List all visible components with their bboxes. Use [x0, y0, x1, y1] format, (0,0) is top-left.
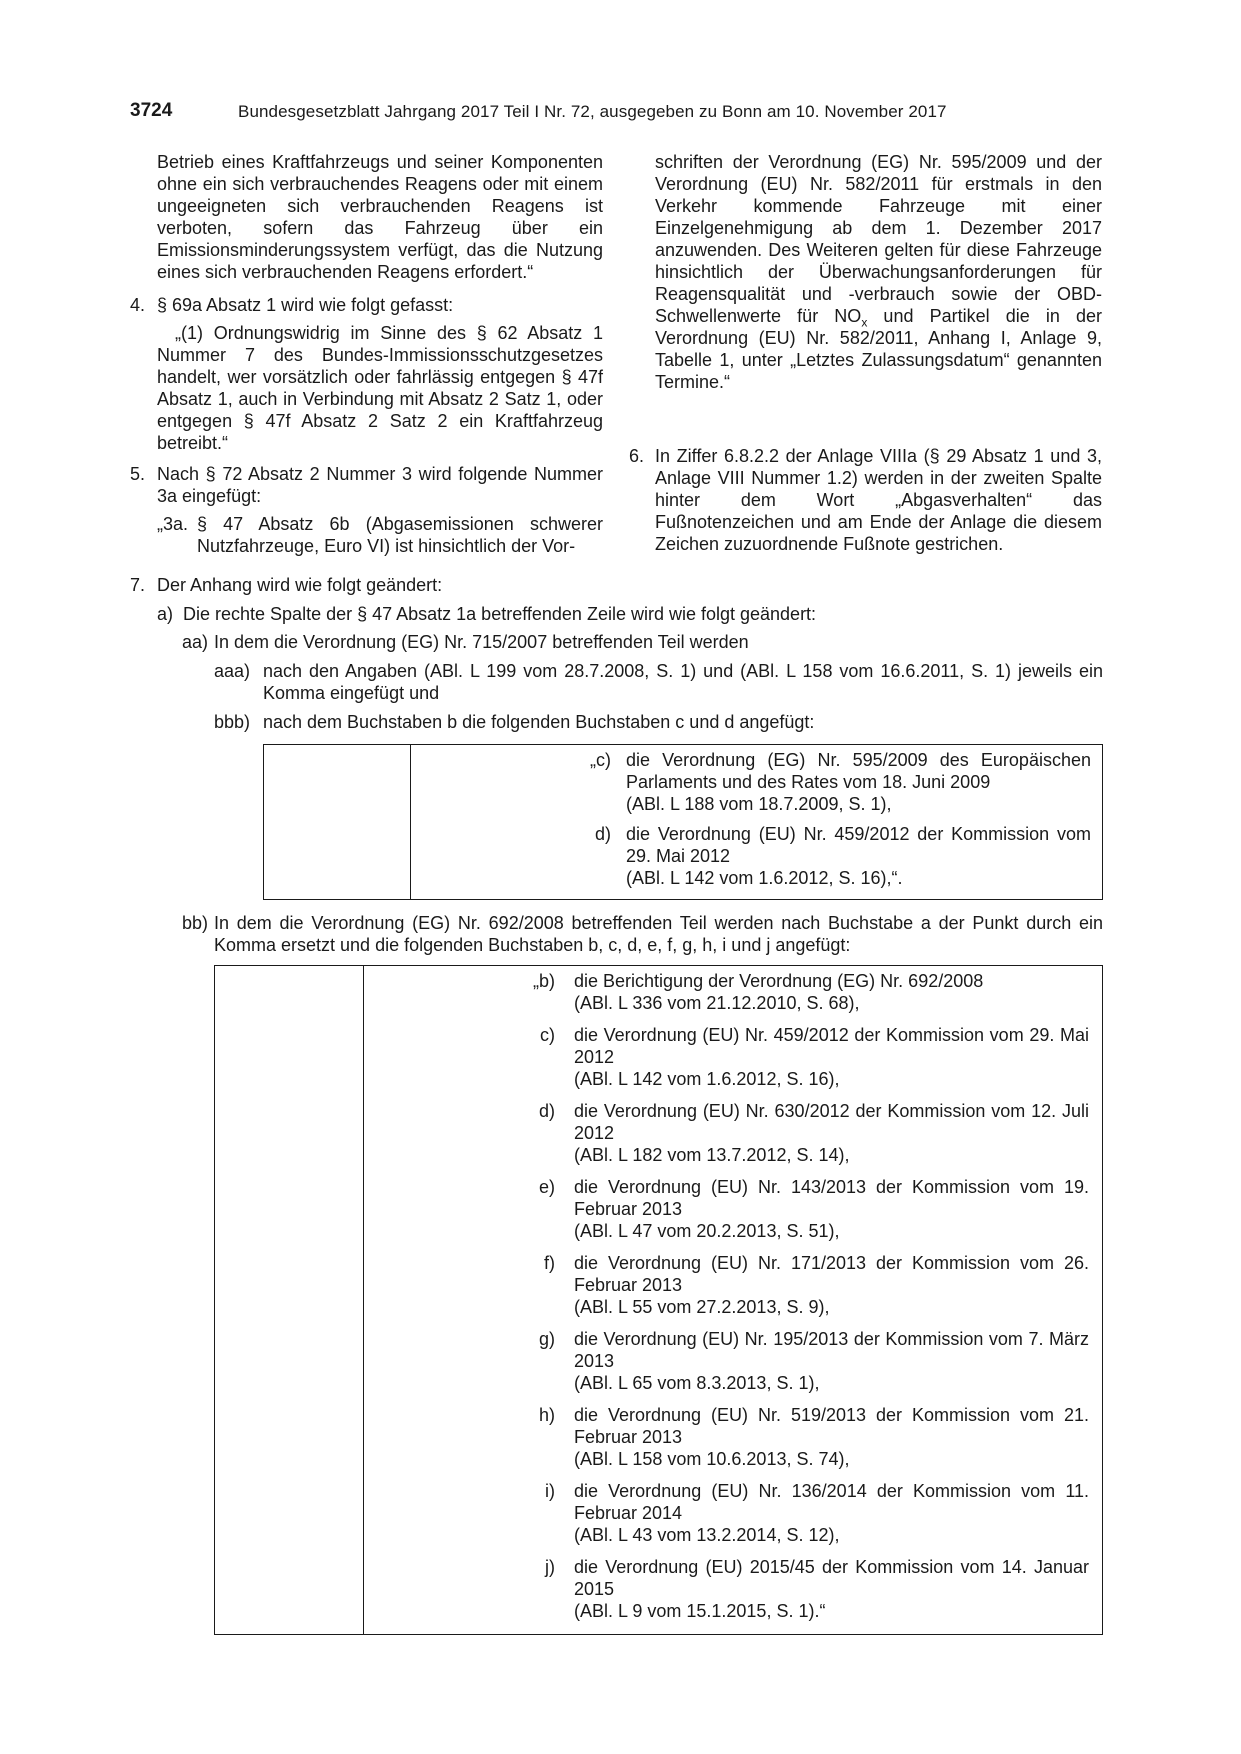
item-7aa-text: In dem die Verordnung (EG) Nr. 715/2007 betreffenden Teil werden: [214, 632, 749, 652]
item-7-number: 7.: [130, 575, 146, 595]
item-7bb-text: In dem die Verordnung (EG) Nr. 692/2008 betreffenden Teil werden nach Buchstabe a der Punkt durch ein Komma ersetzt und die folgenden Buchstaben b, c, d, e, f, g, h, i und j angefügt:: [214, 913, 1103, 955]
item-7aaa-text: nach den Angaben (ABl. L 199 vom 28.7.2008, S. 1) und (ABl. L 158 vom 16.6.2011, S. 1) jeweils ein Komma eingefügt und: [263, 661, 1103, 703]
table-entry: [364, 1404, 1094, 1470]
item-4-number: 4.: [130, 295, 146, 315]
entry-line: die Berichtigung der Verordnung (EG) Nr. 692/2008: [574, 971, 984, 991]
table-entry: [364, 1176, 1094, 1242]
entry-label: d): [538, 1101, 555, 1121]
item-4-quote: „(1) Ordnungswidrig im Sinne des § 62 Absatz 1 Nummer 7 des Bundes-Immissionsschutzgesetzes handelt, wer vorsätzlich oder fahrlässig entgegen § 47f Absatz 1, auch in Verbindung mit Absatz 2 Satz 1, oder entgegen § 47f Absatz 2 Satz 2 ein Kraftfahrzeug betreibt.“: [157, 323, 603, 453]
page-header-title: Bundesgesetzblatt Jahrgang 2017 Teil I Nr. 72, ausgegeben zu Bonn am 10. November 2017: [238, 102, 947, 121]
entry-line: (ABl. L 336 vom 21.12.2010, S. 68),: [574, 993, 860, 1013]
item-5-quote-label: „3a.: [157, 514, 189, 534]
table-entry: [364, 1252, 1094, 1318]
entry-label: d): [594, 824, 611, 844]
item-7aa-label: aa): [182, 632, 209, 652]
entry-label: c): [540, 1025, 555, 1045]
table-entry: [364, 1480, 1094, 1546]
item-5-number: 5.: [130, 464, 146, 484]
entry-line: die Verordnung (EG) Nr. 595/2009 des Europäischen Parlaments und des Rates vom 18. Juni 2009: [626, 750, 1091, 792]
right-cont-text-b: und Partikel die in der Verordnung (EU) Nr. 582/2011, Anhang I, Anlage 9, Tabelle 1, unter „Letztes Zulassungsdatum“ genannten Termine.“: [655, 306, 1102, 392]
item-7bb-label: bb): [182, 913, 209, 933]
entry-label: i): [545, 1481, 555, 1501]
table-entry: [364, 1100, 1094, 1166]
item-6-number: 6.: [629, 446, 645, 466]
table2-empty-col1: [215, 966, 364, 1635]
table-entry: [364, 1024, 1094, 1090]
table2-entries: [364, 966, 1102, 1634]
item-5-text: Nach § 72 Absatz 2 Nummer 3 wird folgende Nummer 3a eingefügt:: [157, 464, 603, 506]
table1-entries: [411, 745, 1102, 899]
entry-label: g): [538, 1329, 555, 1349]
entry-label: j): [545, 1557, 555, 1577]
table1-empty-col1: [264, 745, 411, 900]
page-number: 3724: [130, 100, 173, 121]
entry-line: die Verordnung (EU) Nr. 519/2013 der Kommission vom 21. Februar 2013: [574, 1405, 1089, 1447]
entry-line: die Verordnung (EU) Nr. 459/2012 der Kommission vom 29. Mai 2012: [574, 1025, 1089, 1067]
table-entry: [364, 1328, 1094, 1394]
entry-line: die Verordnung (EU) Nr. 630/2012 der Kommission vom 12. Juli 2012: [574, 1101, 1089, 1143]
item-7a-label: a): [157, 604, 174, 624]
entry-line: die Verordnung (EU) Nr. 171/2013 der Kommission vom 26. Februar 2013: [574, 1253, 1089, 1295]
entry-line: die Verordnung (EU) Nr. 143/2013 der Kommission vom 19. Februar 2013: [574, 1177, 1089, 1219]
entry-line: (ABl. L 47 vom 20.2.2013, S. 51),: [574, 1221, 840, 1241]
entry-line: die Verordnung (EU) Nr. 459/2012 der Kommission vom 29. Mai 2012: [626, 824, 1091, 866]
entry-label: f): [544, 1253, 555, 1273]
table2-content-cell: [364, 966, 1103, 1635]
entry-line: (ABl. L 142 vom 1.6.2012, S. 16),“.: [626, 868, 903, 888]
entry-line: (ABl. L 65 vom 8.3.2013, S. 1),: [574, 1373, 820, 1393]
entry-line: (ABl. L 9 vom 15.1.2015, S. 1).“: [574, 1601, 826, 1621]
entry-line: die Verordnung (EU) 2015/45 der Kommission vom 14. Januar 2015: [574, 1557, 1089, 1599]
item-4-text: § 69a Absatz 1 wird wie folgt gefasst:: [157, 295, 454, 315]
table-entry: [364, 1556, 1094, 1622]
left-continuation-text: Betrieb eines Kraftfahrzeugs und seiner Komponenten ohne ein sich verbrauchendes Reagens oder mit einem ungeeigneten sich verbrauchenden Reagens ist verboten, sofern das Fahrzeug über ein Emissionsminderungssystem verfügt, das die Nutzung eines sich verbrauchenden Reagens erfordert.“: [157, 152, 603, 282]
item-7-text: Der Anhang wird wie folgt geändert:: [157, 575, 443, 595]
entry-line: (ABl. L 55 vom 27.2.2013, S. 9),: [574, 1297, 830, 1317]
entry-line: (ABl. L 142 vom 1.6.2012, S. 16),: [574, 1069, 840, 1089]
entry-line: (ABl. L 188 vom 18.7.2009, S. 1),: [626, 794, 892, 814]
item-6-text: In Ziffer 6.8.2.2 der Anlage VIIIa (§ 29 Absatz 1 und 3, Anlage VIII Nummer 1.2) werden in der zweiten Spalte hinter dem Wort „Abgasverhalten“ das Fußnotenzeichen und am Ende der Anlage die diesem Zeichen zuzuordnende Fußnote gestrichen.: [655, 446, 1102, 554]
item-7aaa-label: aaa): [214, 661, 251, 681]
entry-label: „b): [533, 971, 555, 991]
table-entry: [364, 970, 1094, 1014]
nox-subscript: x: [861, 315, 868, 330]
entry-label: e): [538, 1177, 555, 1197]
table1-content-cell: [411, 745, 1103, 900]
entry-label: „c): [590, 750, 611, 770]
item-7bbb-label: bbb): [214, 712, 251, 732]
entry-line: (ABl. L 158 vom 10.6.2013, S. 74),: [574, 1449, 850, 1469]
entry-line: die Verordnung (EU) Nr. 195/2013 der Kommission vom 7. März 2013: [574, 1329, 1089, 1371]
table-entry: [411, 749, 1094, 815]
item-7a-text: Die rechte Spalte der § 47 Absatz 1a betreffenden Zeile wird wie folgt geändert:: [183, 604, 817, 624]
entry-line: (ABl. L 43 vom 13.2.2014, S. 12),: [574, 1525, 840, 1545]
item-7bbb-text: nach dem Buchstaben b die folgenden Buchstaben c und d angefügt:: [263, 712, 815, 732]
item-5-quote-text: § 47 Absatz 6b (Abgasemissionen schwerer Nutzfahrzeuge, Euro VI) ist hinsichtlich der Vor-: [197, 514, 603, 556]
entry-line: (ABl. L 182 vom 13.7.2012, S. 14),: [574, 1145, 850, 1165]
entry-line: die Verordnung (EU) Nr. 136/2014 der Kommission vom 11. Februar 2014: [574, 1481, 1089, 1523]
amendment-table-715-2007: [263, 744, 1103, 900]
right-cont-text-a: schriften der Verordnung (EG) Nr. 595/2009 und der Verordnung (EU) Nr. 582/2011 für erstmals in den Verkehr kommende Fahrzeuge mit einer Einzelgenehmigung ab dem 1. Dezember 2017 anzuwenden. Des Weiteren gelten für diese Fahrzeuge hinsichtlich der Überwachungsanforderungen für Reagensqualität und -verbrauch sowie der OBD-Schwellenwerte für NO: [655, 152, 1102, 326]
entry-label: h): [538, 1405, 555, 1425]
table-entry: [411, 823, 1094, 889]
amendment-table-692-2008: [214, 965, 1103, 1635]
right-continuation-text: [655, 151, 1102, 393]
